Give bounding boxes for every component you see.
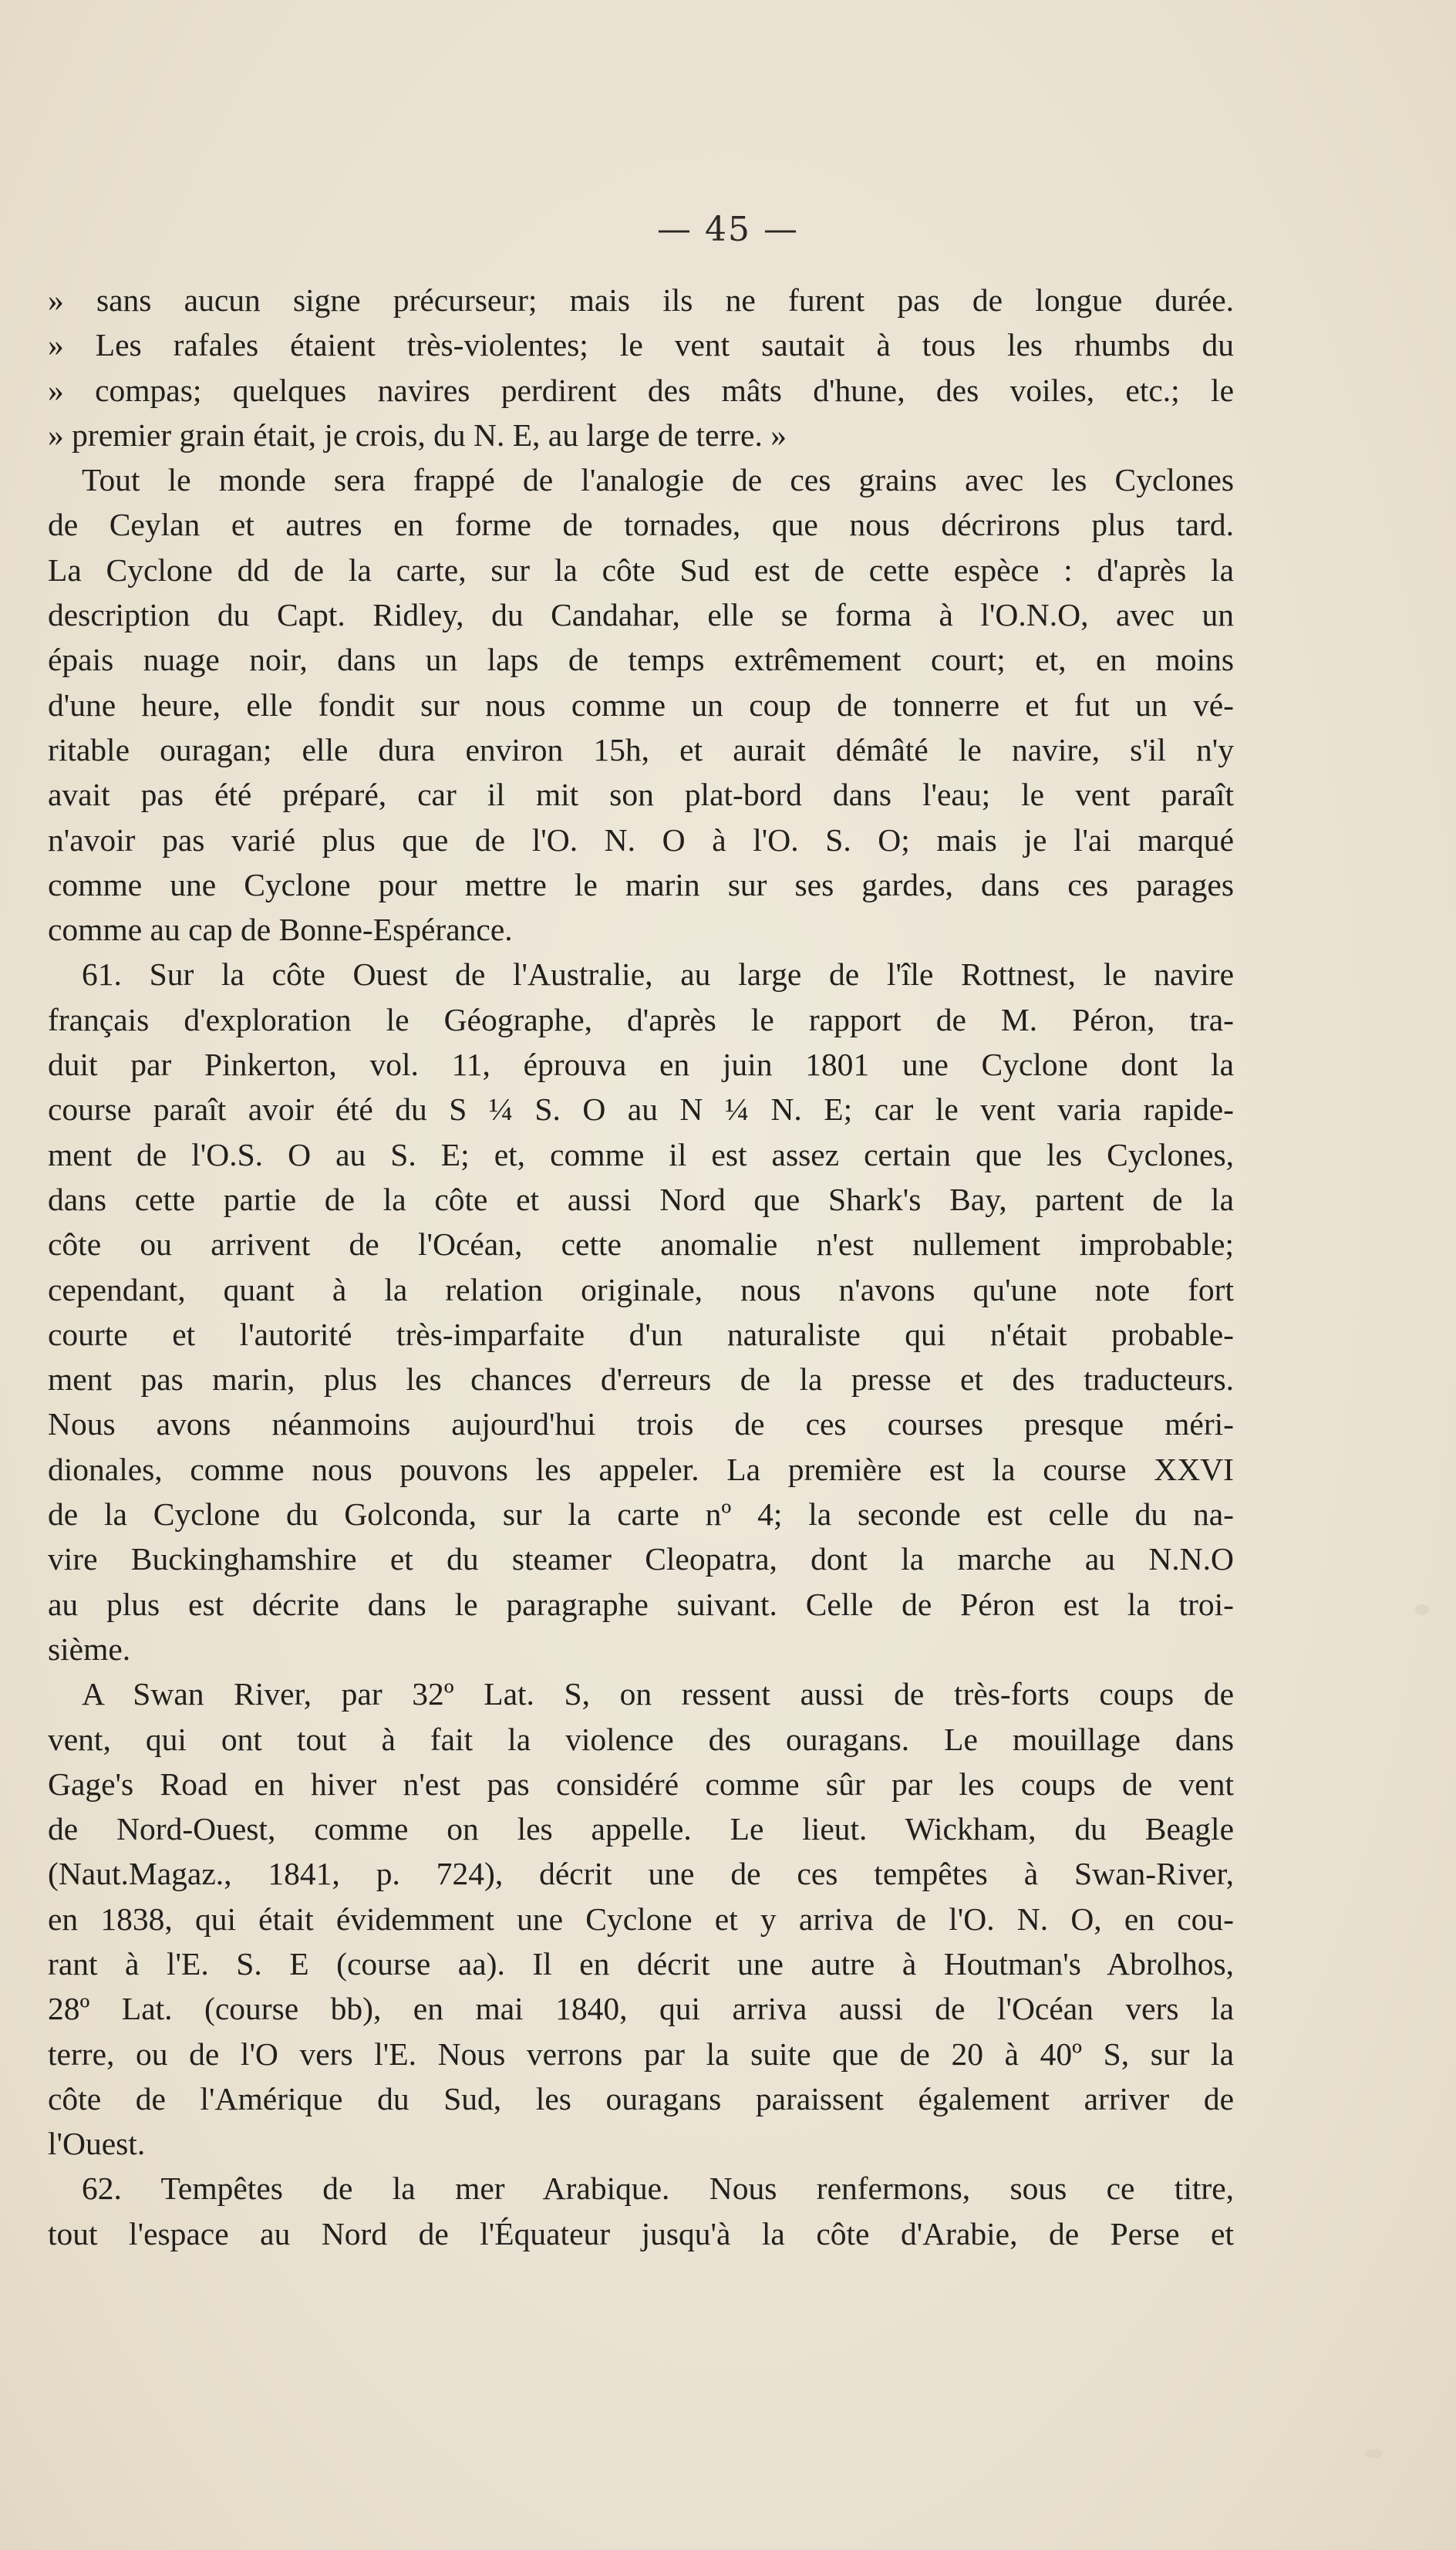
text-line: » premier grain était, je crois, du N. E, au large de terre. »: [48, 417, 787, 453]
text-line: cependant, quant à la relation originale, nous n'avons qu'une note fort: [48, 1271, 1234, 1307]
text-line: côte ou arrivent de l'Océan, cette anomalie n'est nullement improbable;: [48, 1226, 1234, 1263]
text-line: rant à l'E. S. E (course aa). Il en décrit une autre à Houtman's Abrolhos,: [48, 1945, 1234, 1982]
text-line: vent, qui ont tout à fait la violence des ouragans. Le mouillage dans: [48, 1721, 1234, 1757]
text-line: ment de l'O.S. O au S. E; et, comme il est assez certain que les Cyclones,: [48, 1136, 1234, 1172]
text-line: dans cette partie de la côte et aussi Nord que Shark's Bay, partent de la: [48, 1181, 1234, 1217]
text-line: 62. Tempêtes de la mer Arabique. Nous renfermons, sous ce titre,: [82, 2171, 1234, 2207]
text-line: ment pas marin, plus les chances d'erreurs de la presse et des traducteurs.: [48, 1361, 1234, 1398]
text-line: comme au cap de Bonne-Espérance.: [48, 912, 513, 948]
text-line: tout l'espace au Nord de l'Équateur jusqu'à la côte d'Arabie, de Perse et: [48, 2215, 1234, 2251]
text-line: de la Cyclone du Golconda, sur la carte nº 4; la seconde est celle du na-: [48, 1496, 1234, 1533]
text-line: » compas; quelques navires perdirent des mâts d'hune, des voiles, etc.; le: [48, 372, 1234, 408]
text-line: Tout le monde sera frappé de l'analogie de ces grains avec les Cyclones: [82, 462, 1234, 498]
text-line: A Swan River, par 32º Lat. S, on ressent aussi de très-forts coups de: [82, 1676, 1234, 1712]
text-line: en 1838, qui était évidemment une Cyclone et y arriva de l'O. N. O, en cou-: [48, 1901, 1234, 1937]
text-line: 61. Sur la côte Ouest de l'Australie, au large de l'île Rottnest, le navire: [82, 956, 1234, 993]
page-number: — 45 —: [657, 210, 799, 249]
paper-stain: [1415, 1604, 1429, 1615]
text-line: épais nuage noir, dans un laps de temps extrêmement court; et, en moins: [48, 642, 1234, 678]
text-line: terre, ou de l'O vers l'E. Nous verrons par la suite que de 20 à 40º S, sur la: [48, 2036, 1234, 2072]
text-line: » Les rafales étaient très-violentes; le vent sautait à tous les rhumbs du: [48, 327, 1234, 363]
text-line: sième.: [48, 1631, 131, 1667]
text-line: dionales, comme nous pouvons les appeler. La première est la course XXVI: [48, 1451, 1234, 1487]
text-line: au plus est décrite dans le paragraphe suivant. Celle de Péron est la troi-: [48, 1586, 1234, 1622]
text-line: d'une heure, elle fondit sur nous comme un coup de tonnerre et fut un vé-: [48, 686, 1234, 723]
text-line: courte et l'autorité très-imparfaite d'un naturaliste qui n'était probable-: [48, 1316, 1234, 1352]
text-line: duit par Pinkerton, vol. 11, éprouva en juin 1801 une Cyclone dont la: [48, 1047, 1234, 1083]
text-line: n'avoir pas varié plus que de l'O. N. O à l'O. S. O; mais je l'ai marqué: [48, 821, 1234, 858]
body-text: [48, 278, 1234, 2256]
text-line: de Ceylan et autres en forme de tornades, que nous décrirons plus tard.: [48, 507, 1234, 543]
text-line: La Cyclone dd de la carte, sur la côte Sud est de cette espèce : d'après la: [48, 551, 1234, 588]
text-line: » sans aucun signe précurseur; mais ils ne furent pas de longue durée.: [48, 282, 1234, 318]
text-line: ritable ouragan; elle dura environ 15h, et aurait démâté le navire, s'il n'y: [48, 731, 1234, 767]
text-line: l'Ouest.: [48, 2126, 146, 2162]
text-line: (Naut.Magaz., 1841, p. 724), décrit une de ces tempêtes à Swan-River,: [48, 1856, 1234, 1892]
text-line: français d'exploration le Géographe, d'après le rapport de M. Péron, tra-: [48, 1001, 1234, 1037]
text-line: 28º Lat. (course bb), en mai 1840, qui arriva aussi de l'Océan vers la: [48, 1991, 1234, 2027]
text-line: description du Capt. Ridley, du Candahar, elle se forma à l'O.N.O, avec un: [48, 597, 1234, 633]
text-line: comme une Cyclone pour mettre le marin sur ses gardes, dans ces parages: [48, 866, 1234, 902]
text-line: côte de l'Amérique du Sud, les ouragans paraissent également arriver de: [48, 2080, 1234, 2117]
text-line: course paraît avoir été du S ¼ S. O au N ¼ N. E; car le vent varia rapide-: [48, 1091, 1234, 1128]
text-line: vire Buckinghamshire et du steamer Cleopatra, dont la marche au N.N.O: [48, 1541, 1234, 1577]
text-line: avait pas été préparé, car il mit son plat-bord dans l'eau; le vent paraît: [48, 777, 1234, 813]
text-line: Gage's Road en hiver n'est pas considéré comme sûr par les coups de vent: [48, 1766, 1234, 1802]
text-line: de Nord-Ouest, comme on les appelle. Le lieut. Wickham, du Beagle: [48, 1811, 1234, 1847]
paper-stain: [1365, 2449, 1382, 2458]
text-line: Nous avons néanmoins aujourd'hui trois de ces courses presque méri-: [48, 1406, 1234, 1442]
